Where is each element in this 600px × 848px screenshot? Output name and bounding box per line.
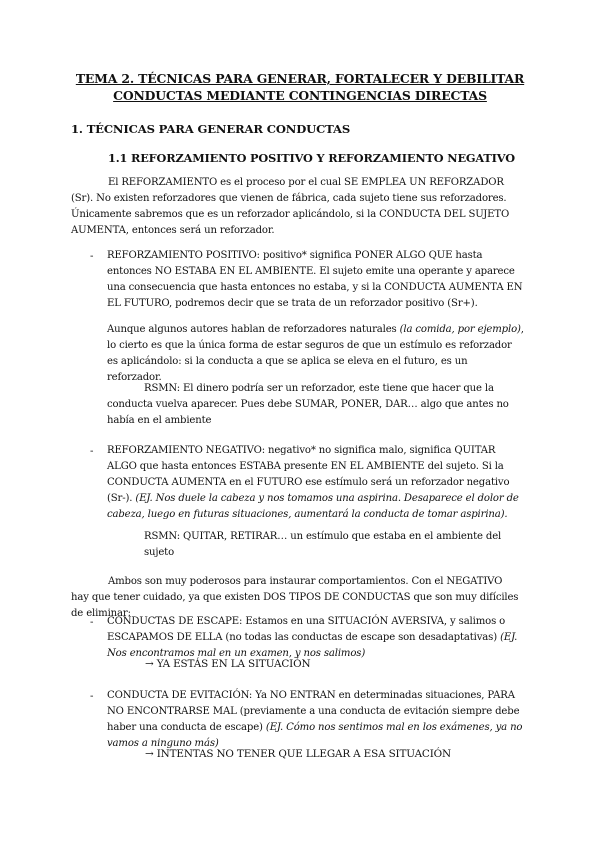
rsmn-positivo-text: RSMN: El dinero podría ser un reforzador, este tiene que hacer que la conducta vuelva aparecer. Pues debe SUMAR, PONER, DAR… algo que antes no había en el ambiente: [107, 383, 509, 427]
bullet-refuerzo-negativo: [90, 443, 524, 523]
bullet-marker: -: [90, 690, 94, 702]
refuerzo-positivo-text: REFORZAMIENTO POSITIVO: positivo* significa PONER ALGO QUE hasta entonces NO ESTABA EN EL AMBIENTE. El sujeto emite una operante y aparece una consecuencia que hasta entonces no estaba, y si la CONDUCTA AUMENTA EN EL FUTURO, podremos decir que se trata de un reforzador positivo (Sr+).: [107, 250, 523, 310]
autores-text-2: , lo cierto es que la única forma de estar seguros de que un estímulo es reforzador es aplicándolo: si la conducta a que se aplica se eleva en el futuro, es un reforzador.: [107, 324, 524, 384]
title-line-2: CONDUCTAS MEDIANTE CONTINGENCIAS DIRECTAS: [113, 88, 487, 103]
rsmn-positivo: [107, 381, 527, 429]
rsmn-negativo-text: RSMN: QUITAR, RETIRAR… un estímulo que estaba en el ambiente del sujeto: [144, 531, 502, 559]
autores-text-1: Aunque algunos autores hablan de reforzadores naturales: [107, 324, 400, 335]
bullet-marker: -: [90, 250, 94, 262]
evitacion-text: CONDUCTA DE EVITACIÓN: Ya NO ENTRAN en determinadas situaciones, PARA NO ENCONTRARSE MAL (previamente a una conducta de evitación siempre debe haber una conducta de escape): [107, 690, 520, 734]
bullet-conducta-evitacion: [90, 688, 524, 752]
evitacion-arrow-note: → INTENTAS NO TENER QUE LLEGAR A ESA SITUACIÓN: [145, 748, 451, 760]
bullet-marker: -: [90, 616, 94, 628]
subsection-heading: 1.1 REFORZAMIENTO POSITIVO Y REFORZAMIENTO NEGATIVO: [108, 151, 515, 165]
rsmn-negativo: [144, 529, 534, 561]
intro-paragraph: [71, 175, 523, 239]
title-line-1: TEMA 2. TÉCNICAS PARA GENERAR, FORTALECER Y DEBILITAR: [75, 71, 525, 86]
escape-example: (EJ. Nos encontramos mal en un examen, y nos salimos): [107, 632, 518, 660]
escape-text: CONDUCTAS DE ESCAPE: Estamos en una SITUACIÓN AVERSIVA, y salimos o ESCAPAMOS DE ELLA (no todas las conductas de escape son desadaptativas): [107, 616, 506, 644]
document-title: [60, 70, 540, 104]
refuerzo-negativo-text: REFORZAMIENTO NEGATIVO: negativo* no significa malo, significa QUITAR ALGO que hasta entonces ESTABA presente EN EL AMBIENTE del sujeto. Si la CONDUCTA AUMENTA en el FUTURO ese estímulo será un reforzador negativo (Sr-).: [107, 445, 510, 505]
section-heading: 1. TÉCNICAS PARA GENERAR CONDUCTAS: [71, 122, 351, 136]
intro-text: El REFORZAMIENTO es el proceso por el cual SE EMPLEA UN REFORZADOR (Sr). No existen reforzadores que vienen de fábrica, cada sujeto tiene sus reforzadores. Únicamente sabremos que es un reforzador aplicándolo, si la CONDUCTA DEL SUJETO AUMENTA, entonces será un reforzador.: [71, 177, 510, 237]
refuerzo-negativo-example: (EJ. Nos duele la cabeza y nos tomamos una aspirina. Desaparece el dolor de cabeza, luego en futuras situaciones, aumentará la conducta de tomar aspirina).: [107, 493, 519, 521]
autores-example: (la comida, por ejemplo): [399, 324, 521, 335]
escape-arrow-note: → YA ESTÁS EN LA SITUACIÓN: [145, 658, 311, 670]
autores-paragraph: [107, 322, 524, 386]
bullet-conductas-escape: [90, 614, 524, 662]
evitacion-example: (EJ. Cómo nos sentimos mal en los exámenes, ya no vamos a ninguno más): [107, 722, 523, 750]
bullet-refuerzo-positivo: [90, 248, 524, 312]
ambos-text: Ambos son muy poderosos para instaurar comportamientos. Con el NEGATIVO hay que tener cuidado, ya que existen DOS TIPOS DE CONDUCTAS que son muy difíciles de eliminar:: [71, 576, 519, 620]
bullet-marker: -: [90, 445, 94, 457]
